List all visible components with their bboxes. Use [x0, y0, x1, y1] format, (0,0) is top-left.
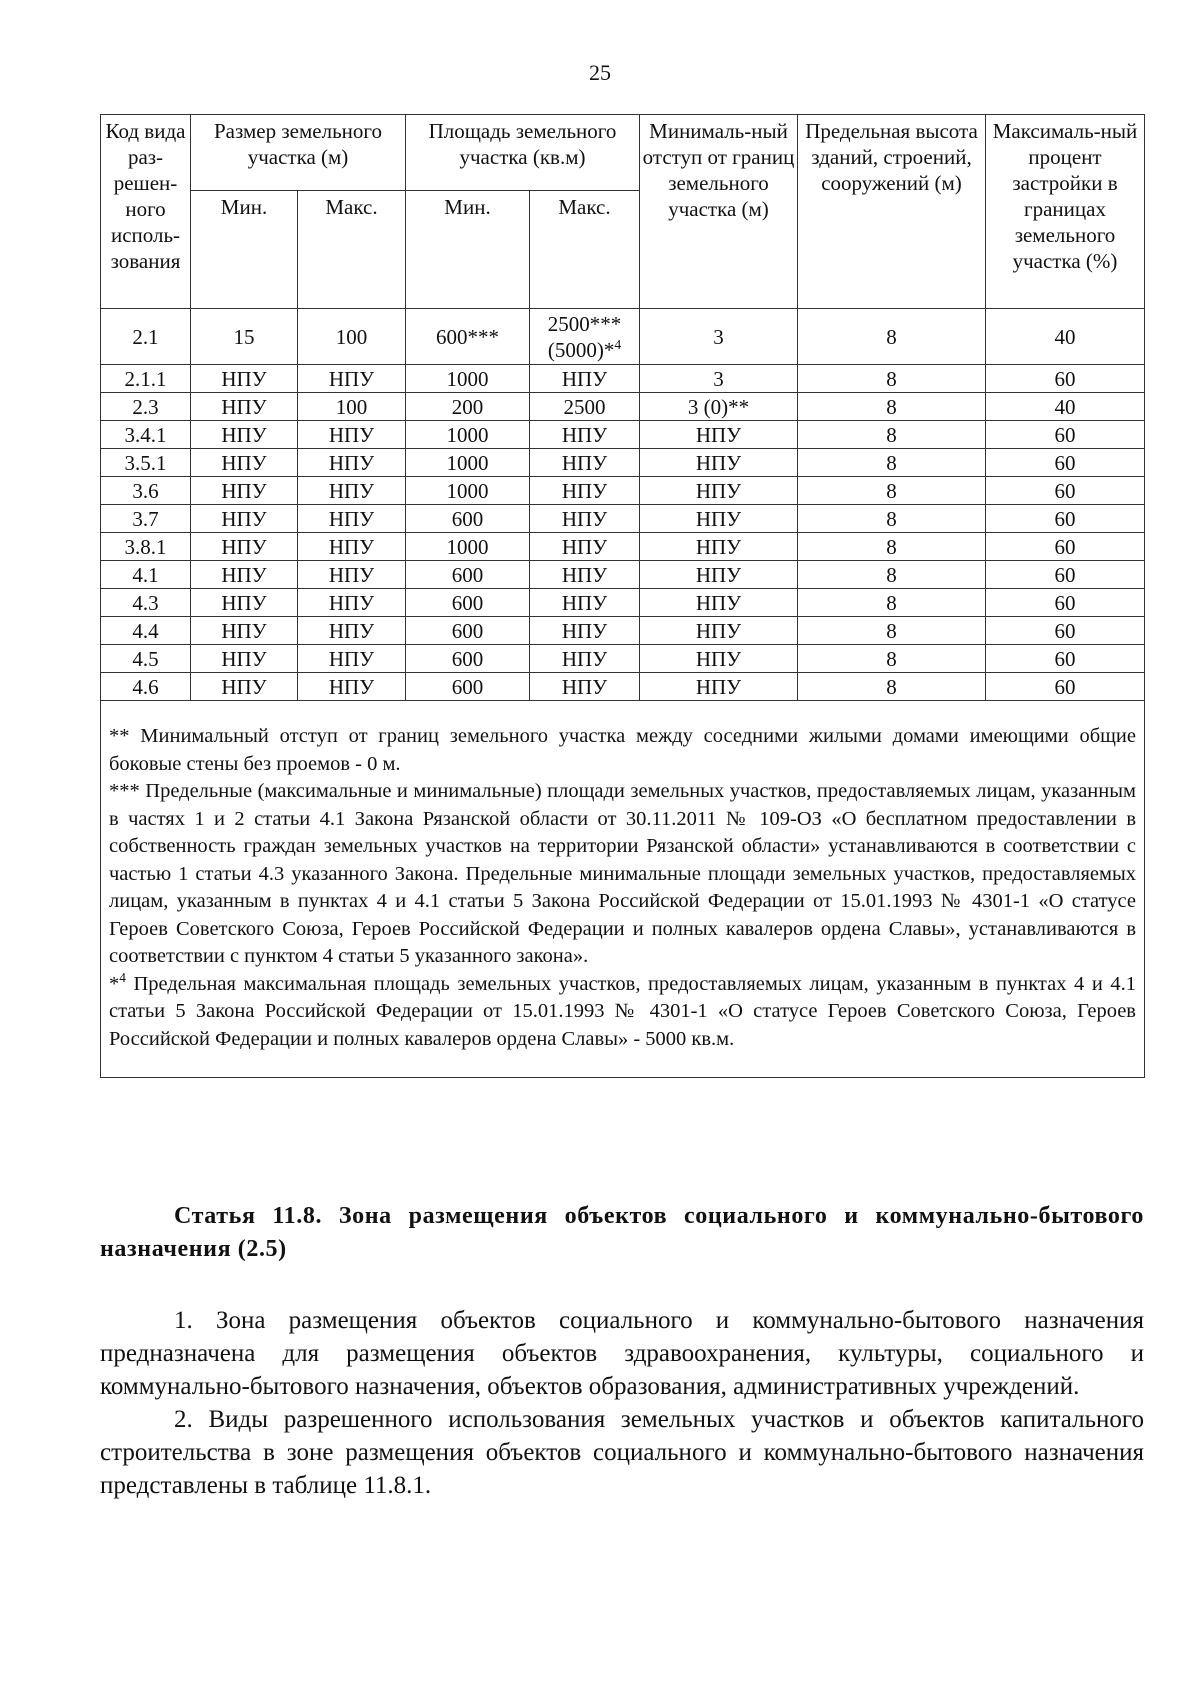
cell-area-max: [530, 309, 640, 365]
cell-percent: 60: [986, 505, 1145, 533]
cell-percent: 60: [986, 645, 1145, 673]
cell-height: 8: [798, 365, 986, 393]
cell-size-max: НПУ: [298, 365, 406, 393]
cell-size-min: НПУ: [191, 477, 298, 505]
cell-percent: 40: [986, 393, 1145, 421]
cell-percent: 60: [986, 421, 1145, 449]
cell-size-max: НПУ: [298, 505, 406, 533]
cell-size-min: НПУ: [191, 505, 298, 533]
cell-size-min: НПУ: [191, 589, 298, 617]
cell-area-min: 200: [406, 393, 530, 421]
cell-size-max: НПУ: [298, 477, 406, 505]
cell-area-min: 1000: [406, 533, 530, 561]
cell-code: 3.8.1: [101, 533, 191, 561]
cell-area-min: 600: [406, 673, 530, 701]
header-area-max: Макс.: [530, 191, 640, 309]
header-height: Предельная высота зданий, строений, сооружений (м): [798, 115, 986, 309]
cell-offset: НПУ: [640, 533, 798, 561]
cell-size-min: НПУ: [191, 365, 298, 393]
note-mark: ***: [109, 780, 140, 802]
cell-offset: 3: [640, 309, 798, 365]
cell-size-min: НПУ: [191, 449, 298, 477]
cell-area-max: 2500: [530, 393, 640, 421]
table-row: [101, 645, 1145, 673]
cell-code: 4.1: [101, 561, 191, 589]
article-paragraph-2: 2. Виды разрешенного использования земельных участков и объектов капитального строительства в зоне размещения объектов социального и коммунально-бытового назначения представлены в таблице 11.8.1.: [100, 1406, 1144, 1499]
table-row: [101, 617, 1145, 645]
table-notes: [101, 701, 1145, 1078]
table-row: [101, 673, 1145, 701]
cell-offset: 3: [640, 365, 798, 393]
table-row: [101, 477, 1145, 505]
cell-percent: 60: [986, 477, 1145, 505]
table-row: [101, 561, 1145, 589]
note-star-4: [109, 971, 1136, 1054]
note-mark: **: [109, 725, 130, 747]
cell-code: 2.1.1: [101, 365, 191, 393]
footnote-ref: 4: [614, 336, 622, 352]
note-text: Предельная максимальная площадь земельных участков, предоставляемых лицам, указанным в пунктах 4 и 4.1 статьи 5 Закона Российской Федерации от 15.01.1993 № 4301-1 «О статусе Героев Советского Союза, Героев Российской Федерации и полных кавалеров ордена Славы» - 5000 кв.м.: [109, 972, 1136, 1050]
cell-area-max: НПУ: [530, 673, 640, 701]
cell-area-min: 1000: [406, 449, 530, 477]
cell-height: 8: [798, 561, 986, 589]
cell-area-min: 600: [406, 505, 530, 533]
header-size-max: Макс.: [298, 191, 406, 309]
cell-height: 8: [798, 477, 986, 505]
cell-offset: НПУ: [640, 617, 798, 645]
cell-size-min: НПУ: [191, 673, 298, 701]
cell-size-min: НПУ: [191, 645, 298, 673]
cell-height: 8: [798, 673, 986, 701]
cell-size-min: НПУ: [191, 617, 298, 645]
cell-area-max: НПУ: [530, 365, 640, 393]
cell-area-min: 1000: [406, 421, 530, 449]
note-triple-star: [109, 778, 1136, 971]
cell-code: 3.5.1: [101, 449, 191, 477]
article-paragraph-1: 1. Зона размещения объектов социального и коммунально-бытового назначения предназначена для размещения объектов здравоохранения, культуры, социального и коммунально-бытового назначения, объектов образования, административных учреждений.: [100, 1307, 1144, 1400]
header-offset: Минималь-ный отступ от границ земельного участка (м): [640, 115, 798, 309]
zone-parameters-table-wrap: [100, 114, 1144, 1078]
cell-size-max: НПУ: [298, 421, 406, 449]
zone-parameters-table: [100, 114, 1145, 1078]
cell-area-max: НПУ: [530, 617, 640, 645]
cell-size-max: НПУ: [298, 449, 406, 477]
table-row: [101, 393, 1145, 421]
cell-code: 3.6: [101, 477, 191, 505]
cell-size-max: 100: [298, 393, 406, 421]
header-percent: Максималь-ный процент застройки в границах земельного участка (%): [986, 115, 1145, 309]
cell-percent: 60: [986, 589, 1145, 617]
cell-area-min: 600: [406, 561, 530, 589]
cell-area-min: 600: [406, 645, 530, 673]
cell-area-min: 600: [406, 589, 530, 617]
cell-height: 8: [798, 393, 986, 421]
header-area-min: Мин.: [406, 191, 530, 309]
cell-height: 8: [798, 505, 986, 533]
area-max-alt-value: (5000)*: [547, 337, 615, 362]
cell-area-max: НПУ: [530, 449, 640, 477]
cell-height: 8: [798, 533, 986, 561]
cell-area-max: НПУ: [530, 533, 640, 561]
cell-size-max: НПУ: [298, 589, 406, 617]
table-row: [101, 589, 1145, 617]
cell-offset: НПУ: [640, 561, 798, 589]
cell-size-min: НПУ: [191, 393, 298, 421]
cell-percent: 60: [986, 533, 1145, 561]
cell-area-max: НПУ: [530, 645, 640, 673]
cell-offset: НПУ: [640, 645, 798, 673]
cell-percent: 60: [986, 617, 1145, 645]
cell-code: 2.1: [101, 309, 191, 365]
note-text: Минимальный отступ от границ земельного участка между соседними жилыми домами имеющими общие боковые стены без проемов - 0 м.: [109, 725, 1136, 775]
header-size-min: Мин.: [191, 191, 298, 309]
cell-area-min: 600: [406, 617, 530, 645]
cell-size-max: НПУ: [298, 561, 406, 589]
note-double-star: [109, 723, 1136, 778]
header-area: Площадь земельного участка (кв.м): [406, 115, 640, 191]
cell-area-max: НПУ: [530, 589, 640, 617]
cell-percent: 60: [986, 449, 1145, 477]
table-row: [101, 365, 1145, 393]
cell-offset: НПУ: [640, 477, 798, 505]
cell-area-max: НПУ: [530, 421, 640, 449]
cell-code: 4.3: [101, 589, 191, 617]
cell-area-max: НПУ: [530, 505, 640, 533]
cell-area-min: 1000: [406, 477, 530, 505]
cell-offset: НПУ: [640, 449, 798, 477]
cell-height: 8: [798, 645, 986, 673]
cell-height: 8: [798, 309, 986, 365]
cell-percent: 40: [986, 309, 1145, 365]
note-mark: *$^4$: [109, 969, 126, 995]
table-row: [101, 449, 1145, 477]
table-row: [101, 421, 1145, 449]
header-code: Код вида раз-решен-ного исполь-зования: [101, 115, 191, 309]
cell-area-min: 600***: [406, 309, 530, 365]
cell-size-max: НПУ: [298, 617, 406, 645]
cell-code: 2.3: [101, 393, 191, 421]
cell-size-max: 100: [298, 309, 406, 365]
page-number: 25: [589, 60, 611, 85]
cell-code: 4.5: [101, 645, 191, 673]
cell-height: 8: [798, 421, 986, 449]
cell-area-max: НПУ: [530, 561, 640, 589]
cell-code: 3.4.1: [101, 421, 191, 449]
cell-offset: НПУ: [640, 673, 798, 701]
cell-size-min: НПУ: [191, 533, 298, 561]
cell-size-max: НПУ: [298, 645, 406, 673]
cell-offset: 3 (0)**: [640, 393, 798, 421]
cell-offset: НПУ: [640, 505, 798, 533]
cell-size-max: НПУ: [298, 673, 406, 701]
table-row: [101, 533, 1145, 561]
cell-height: 8: [798, 449, 986, 477]
cell-offset: НПУ: [640, 421, 798, 449]
note-text: Предельные (максимальные и минимальные) площади земельных участков, предоставляемых лицам, указанным в частях 1 и 2 статьи 4.1 Закона Рязанской области от 30.11.2011 № 109-ОЗ «О бесплатном предоставлении в собственность граждан земельных участков на территории Рязанской области» устанавливаются в соответствии с частью 1 статьи 4.3 указанного Закона. Предельные минимальные площади земельных участков, предоставляемых лицам, указанным в пунктах 4 и 4.1 статьи 5 Закона Российской Федерации от 15.01.1993 № 4301-1 «О статусе Героев Советского Союза, Героев Российской Федерации и полных кавалеров ордена Славы», устанавливаются в соответствии с пунктом 4 статьи 5 указанного закона».: [109, 780, 1136, 967]
cell-code: 4.6: [101, 673, 191, 701]
cell-height: 8: [798, 617, 986, 645]
cell-size-min: НПУ: [191, 421, 298, 449]
cell-code: 4.4: [101, 617, 191, 645]
header-size: Размер земельного участка (м): [191, 115, 406, 191]
cell-percent: 60: [986, 365, 1145, 393]
cell-percent: 60: [986, 673, 1145, 701]
cell-code: 3.7: [101, 505, 191, 533]
table-row: [101, 309, 1145, 365]
table-row: [101, 505, 1145, 533]
cell-area-max: НПУ: [530, 477, 640, 505]
cell-area-min: 1000: [406, 365, 530, 393]
cell-offset: НПУ: [640, 589, 798, 617]
cell-size-min: 15: [191, 309, 298, 365]
cell-height: 8: [798, 589, 986, 617]
article-title: Статья 11.8. Зона размещения объектов социального и коммунально-бытового назначения (2.5): [100, 1203, 1144, 1262]
cell-percent: 60: [986, 561, 1145, 589]
cell-size-max: НПУ: [298, 533, 406, 561]
article-section: [100, 1200, 1144, 1502]
cell-size-min: НПУ: [191, 561, 298, 589]
area-max-value: 2500***: [547, 311, 622, 336]
